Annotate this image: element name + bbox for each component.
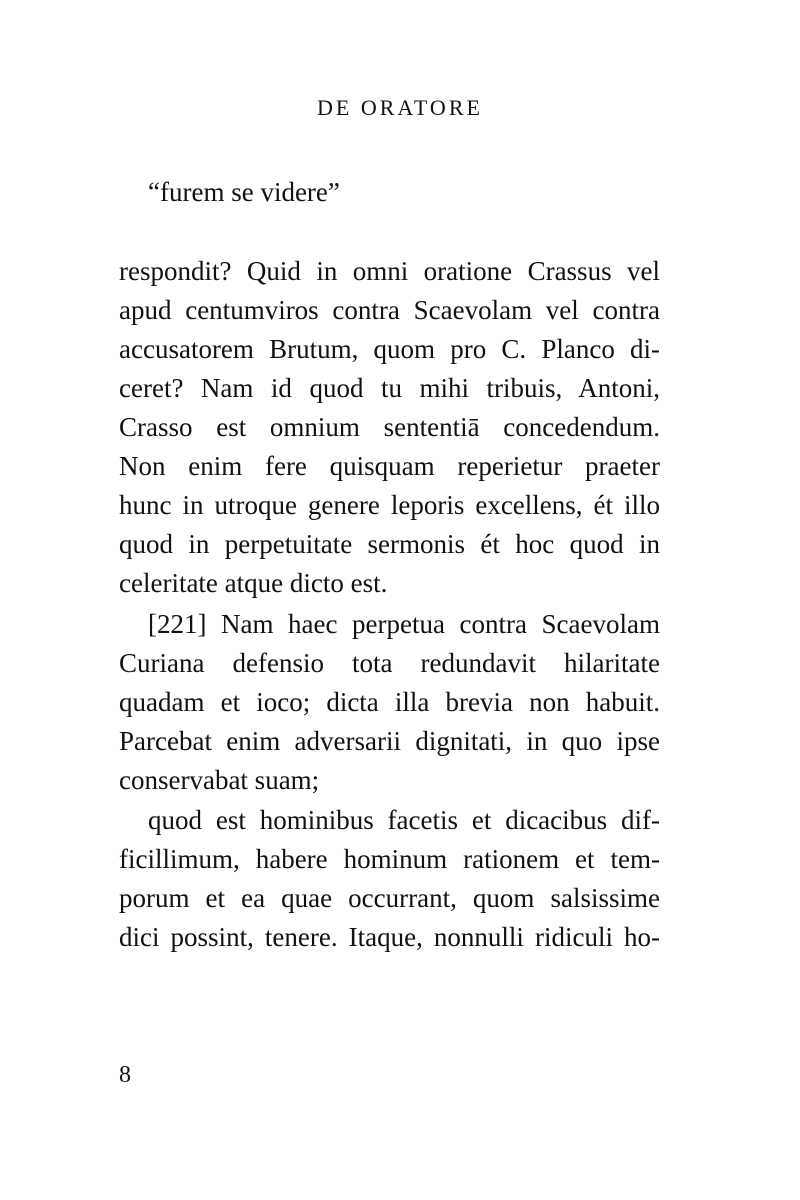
- text-line: Parcebat enim adversarii dignitati, in quo ipse: [119, 726, 660, 756]
- text-line: Non enim fere quisquam reperietur praeter: [119, 451, 660, 481]
- paragraph-2: [119, 605, 660, 800]
- text-line: quod est hominibus facetis et dicacibus dif-: [148, 805, 660, 835]
- page-number: 8: [119, 1062, 131, 1088]
- text-line: dici possint, tenere. Itaque, nonnulli ridiculi ho-: [119, 922, 660, 952]
- text-line: conservabat suam;: [119, 765, 320, 795]
- text-line: quod in perpetuitate sermonis ét hoc quod in: [119, 529, 660, 559]
- text-line: respondit? Quid in omni oratione Crassus vel: [119, 256, 660, 286]
- text-line: ficillimum, habere hominum rationem et tem-: [119, 844, 660, 874]
- text-line: hunc in utroque genere leporis excellens, ét illo: [119, 490, 660, 520]
- text-line: Curiana defensio tota redundavit hilaritate: [119, 648, 660, 678]
- quotation-line: “furem se videre”: [148, 177, 340, 207]
- text-line: celeritate atque dicto est.: [119, 568, 388, 598]
- text-line: porum et ea quae occurrant, quom salsissime: [119, 883, 660, 913]
- text-line: accusatorem Brutum, quom pro C. Planco di-: [119, 334, 660, 364]
- text-line: quadam et ioco; dicta illa brevia non habuit.: [119, 687, 660, 717]
- text-line: apud centumviros contra Scaevolam vel contra: [119, 295, 660, 325]
- running-head: DE ORATORE: [317, 95, 483, 120]
- text-line: ceret? Nam id quod tu mihi tribuis, Antoni,: [119, 373, 660, 403]
- paragraph-1: [119, 252, 660, 603]
- paragraph-3: [119, 801, 660, 957]
- text-line: [221] Nam haec perpetua contra Scaevolam: [148, 609, 660, 639]
- text-line: Crasso est omnium sententiā concedendum.: [119, 412, 660, 442]
